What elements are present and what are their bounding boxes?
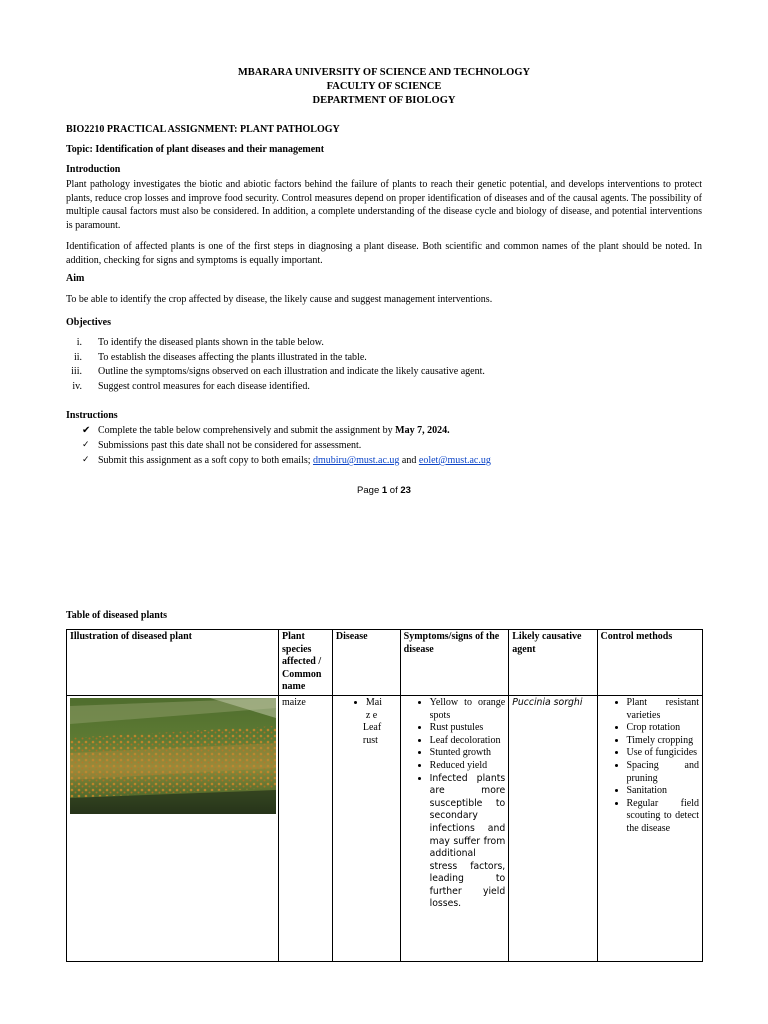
page-of: of (387, 485, 401, 496)
checkmark-icon: ✓ (82, 440, 90, 450)
agent-cell (509, 695, 597, 961)
control-item: • Use of fungicides (627, 747, 700, 760)
symptom-item: • Infected plants are more susceptible to secondary infections and may suffer from additional stress factors, leading to further yield losses. (430, 773, 506, 912)
checkmark-icon: ✔ (82, 425, 91, 436)
objective-item (66, 380, 702, 395)
current-page: 1 (381, 485, 388, 496)
total-pages: 23 (400, 485, 411, 496)
conjunction-text: and (399, 455, 419, 466)
introduction-heading: Introduction (66, 164, 121, 175)
aim-text: To be able to identify the crop affected by disease, the likely cause and suggest management interventions. (66, 294, 493, 305)
control-list (601, 697, 700, 836)
assignment-title: BIO2210 PRACTICAL ASSIGNMENT: PLANT PATHOLOGY (66, 124, 340, 135)
objective-number: i. (76, 337, 82, 348)
symptoms-list (404, 697, 506, 911)
objective-text: Outline the symptoms/signs observed on each illustration and indicate the likely causative agent. (98, 366, 485, 378)
symptom-item: • Leaf decoloration (430, 735, 506, 748)
control-item: • Sanitation (627, 785, 700, 798)
instruction-item (66, 453, 702, 468)
objective-number: iv. (72, 381, 82, 393)
header-illustration: Illustration of diseased plant (67, 630, 279, 696)
objective-text: Suggest control measures for each disease identified. (98, 381, 310, 393)
control-cell (597, 695, 703, 961)
department-name: DEPARTMENT OF BIOLOGY (312, 95, 456, 106)
objective-item (66, 336, 702, 351)
disease-cell (332, 695, 400, 961)
email-link-dmubiru[interactable]: dmubiru@must.ac.ug (313, 455, 400, 466)
faculty-name: FACULTY OF SCIENCE (326, 81, 442, 92)
header-control: Control methods (597, 630, 703, 696)
objective-number: ii. (73, 351, 82, 363)
instruction-text: Complete the table below comprehensively and submit the assignment by (98, 425, 396, 436)
maize-leaf-rust-photo (70, 698, 276, 814)
objective-item (66, 351, 702, 366)
disease-item: • Maiz e (366, 697, 386, 722)
objective-text: To identify the diseased plants shown in the table below. (98, 337, 324, 348)
species-cell: maize (279, 695, 333, 961)
aim-heading: Aim (66, 273, 85, 284)
symptom-item: • Rust pustules (430, 722, 506, 735)
page-prefix: Page (357, 485, 382, 496)
document-header (0, 66, 768, 108)
objective-number: iii. (71, 366, 82, 378)
symptom-item: • Yellow to orange spots (430, 697, 506, 722)
checkmark-icon: ✓ (82, 455, 90, 465)
instructions-heading: Instructions (66, 410, 118, 421)
disease-name: Leaf rust (362, 722, 382, 746)
control-item: • Crop rotation (627, 722, 700, 735)
table-row (67, 695, 703, 961)
header-symptoms: Symptoms/signs of the disease (400, 630, 509, 696)
disease-list (336, 697, 397, 722)
objective-text: To establish the diseases affecting the plants illustrated in the table. (98, 351, 367, 363)
objectives-list-wrapper (66, 336, 702, 395)
illustration-cell (67, 695, 279, 961)
instruction-item (66, 438, 702, 453)
instruction-text: Submissions past this date shall not be considered for assessment. (98, 440, 362, 451)
control-item: • Spacing and pruning (627, 760, 700, 785)
introduction-paragraph-1: Plant pathology investigates the biotic and abiotic factors behind the failure of plants to reach their genetic potential, and develops interventions to protect plants, reduce crop losses and improve food security. Control measures depend on proper identification of diseases and of the causal agents. The possibility of multiple causal factors must also be considered. In addition, a complete understanding of the disease cycle and biology of disease, and potential interventions is paramount. (66, 179, 702, 231)
instruction-text: Submit this assignment as a soft copy to both emails; (98, 455, 313, 466)
table-caption: Table of diseased plants (66, 610, 168, 621)
instructions-list (66, 423, 702, 468)
email-link-eolet[interactable]: eolet@must.ac.ug (418, 455, 491, 466)
objectives-heading: Objectives (66, 317, 111, 328)
topic-line: Topic: Identification of plant diseases and their management (66, 144, 325, 155)
introduction-paragraph-2: Identification of affected plants is one of the first steps in diagnosing a plant disease. Both scientific and common names of the plant should be noted. In addition, checking for signs and symptoms is equally important. (66, 241, 702, 266)
university-name: MBARARA UNIVERSITY OF SCIENCE AND TECHNOLOGY (237, 67, 531, 78)
control-item: • Plant resistant varieties (627, 697, 700, 722)
objectives-list (66, 336, 702, 395)
header-species: Plant species affected / Common name (279, 630, 333, 696)
table-header-row (67, 630, 703, 696)
page-number (0, 485, 768, 496)
causative-agent: Puccinia sorghi (512, 696, 583, 708)
symptom-item: • Reduced yield (430, 760, 506, 773)
instruction-item (66, 423, 702, 438)
control-item: • Timely cropping (627, 735, 700, 748)
header-agent: Likely causative agent (509, 630, 597, 696)
symptom-item: • Stunted growth (430, 747, 506, 760)
instructions-list-wrapper (66, 423, 702, 468)
deadline-date: May 7, 2024. (395, 425, 450, 436)
symptoms-cell (400, 695, 509, 961)
objective-item (66, 365, 702, 380)
diseased-plants-table (66, 629, 703, 962)
control-item: • Regular field scouting to detect the disease (627, 798, 700, 836)
header-disease: Disease (332, 630, 400, 696)
